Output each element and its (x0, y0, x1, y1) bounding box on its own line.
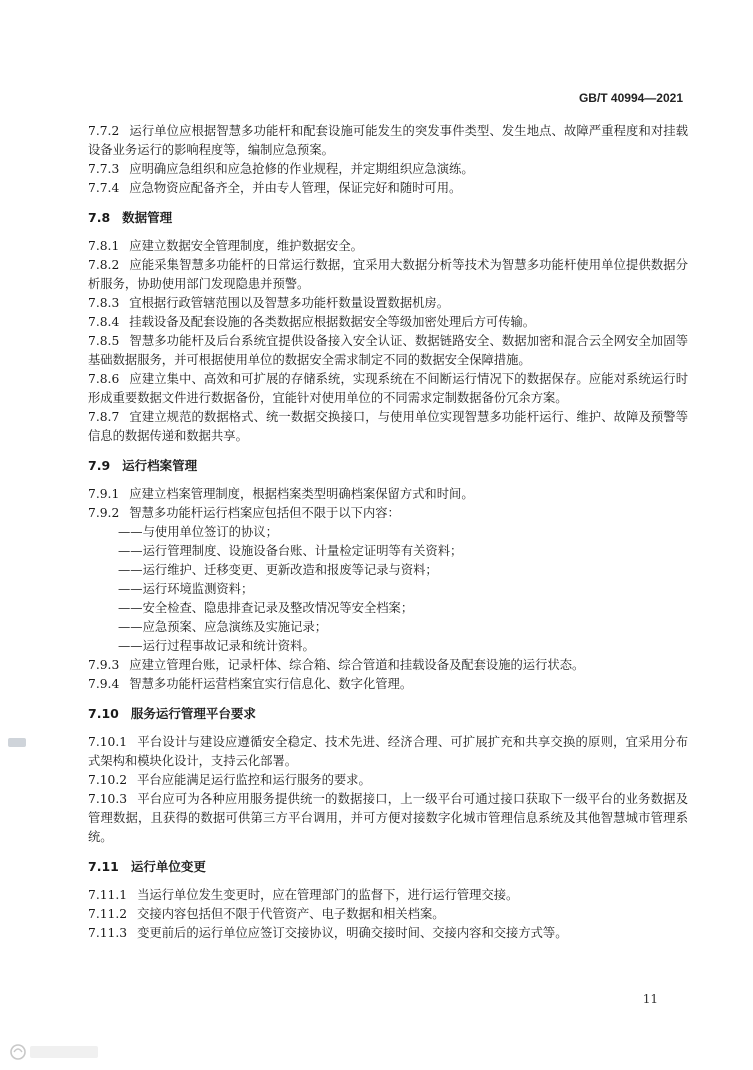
clause-number: 7.8.4 (88, 315, 120, 329)
clause-text: 应建立档案管理制度，根据档案类型明确档案保留方式和时间。 (129, 487, 474, 501)
clause-text: 宜根据行政管辖范围以及智慧多功能杆数量设置数据机房。 (129, 296, 450, 310)
clause-text: 智慧多功能杆运行档案应包括但不限于以下内容： (129, 506, 400, 520)
clause-text: 宜建立规范的数据格式、统一数据交换接口，与使用单位实现智慧多功能杆运行、维护、故障及预警等信息的数据传递和数据共享。 (88, 410, 688, 443)
clause-text: 应明确应急组织和应急抢修的作业规程，并定期组织应急演练。 (129, 162, 474, 176)
clause-text: 应能采集智慧多功能杆的日常运行数据，宜采用大数据分析等技术为智慧多功能杆使用单位提供数据分析服务，协助使用部门发现隐患并预警。 (88, 258, 688, 291)
section-title: 数据管理 (122, 210, 173, 225)
section-title: 服务运行管理平台要求 (130, 706, 256, 721)
clause-text: 变更前后的运行单位应签订交接协议，明确交接时间、交接内容和交接方式等。 (137, 926, 568, 940)
clause-number: 7.11.3 (88, 926, 128, 940)
clause-text: 应建立数据安全管理制度，维护数据安全。 (129, 239, 363, 253)
standard-code: GB/T 40994—2021 (578, 91, 683, 105)
clause-number: 7.8.5 (88, 334, 120, 348)
clause-text: 当运行单位发生变更时，应在管理部门的监督下，进行运行管理交接。 (137, 888, 519, 902)
clause-number: 7.10.2 (88, 773, 128, 787)
list-item: ——运行管理制度、设施设备台账、计量检定证明等有关资料； (118, 544, 463, 558)
clause-number: 7.7.3 (88, 162, 120, 176)
section-number: 7.11 (88, 859, 119, 874)
section-number: 7.8 (88, 210, 111, 225)
clause-paragraph (88, 886, 688, 905)
clause-number: 7.10.3 (88, 792, 128, 806)
clause-paragraph (88, 160, 688, 179)
clause-number: 7.9.2 (88, 506, 120, 520)
section-heading (88, 857, 688, 876)
clause-paragraph (88, 485, 688, 504)
clause-number: 7.11.1 (88, 888, 128, 902)
clause-paragraph (88, 924, 688, 943)
list-item: ——运行环境监测资料； (118, 582, 254, 596)
clause-text: 应建立集中、高效和可扩展的存储系统，实现系统在不间断运行情况下的数据保存。应能对系统运行时形成重要数据文件进行数据备份，宜能针对使用单位的不同需求定制数据备份冗余方案。 (88, 372, 688, 405)
clause-paragraph (88, 771, 688, 790)
clause-paragraph (88, 294, 688, 313)
list-item: ——与使用单位签订的协议； (118, 525, 278, 539)
clause-paragraph (88, 504, 688, 523)
clause-number: 7.7.2 (88, 124, 120, 138)
clause-paragraph (88, 656, 688, 675)
clause-number: 7.8.7 (88, 410, 120, 424)
section-title: 运行单位变更 (130, 859, 206, 874)
list-item: ——应急预案、应急演练及实施记录； (118, 620, 328, 634)
clause-paragraph (88, 733, 688, 771)
section-heading (88, 208, 688, 227)
clause-paragraph (88, 905, 688, 924)
section-title: 运行档案管理 (122, 458, 198, 473)
clause-number: 7.10.1 (88, 735, 128, 749)
clause-number: 7.8.1 (88, 239, 120, 253)
clause-paragraph (88, 790, 688, 847)
page-number: 11 (642, 992, 658, 1006)
clause-text: 智慧多功能杆及后台系统宜提供设备接入安全认证、数据链路安全、数据加密和混合云全网安全加固等基础数据服务，并可根据使用单位的数据安全需求制定不同的数据安全保障措施。 (88, 334, 688, 367)
clause-number: 7.9.1 (88, 487, 120, 501)
section-number: 7.9 (88, 458, 111, 473)
clause-text: 交接内容包括但不限于代管资产、电子数据和相关档案。 (137, 907, 445, 921)
clause-paragraph (88, 675, 688, 694)
clause-paragraph (88, 237, 688, 256)
section-number: 7.10 (88, 706, 119, 721)
clause-number: 7.8.6 (88, 372, 120, 386)
side-marker (8, 738, 26, 747)
clause-paragraph (88, 179, 688, 198)
list-item: ——运行维护、迁移变更、更新改造和报废等记录与资料； (118, 563, 438, 577)
clause-paragraph (88, 408, 688, 446)
list-item: ——安全检查、隐患排查记录及整改情况等安全档案； (118, 601, 414, 615)
clause-paragraph (88, 122, 688, 160)
clause-text: 智慧多功能杆运营档案宜实行信息化、数字化管理。 (129, 677, 413, 691)
clause-paragraph (88, 370, 688, 408)
clause-number: 7.8.2 (88, 258, 120, 272)
clause-paragraph (88, 313, 688, 332)
clause-paragraph (88, 256, 688, 294)
watermark-logo (8, 1040, 103, 1064)
clause-text: 平台应可为各种应用服务提供统一的数据接口，上一级平台可通过接口获取下一级平台的业务数据及管理数据，且获得的数据可供第三方平台调用，并可方便对接数字化城市管理信息系统及其他智慧城市管理系统。 (88, 792, 688, 844)
document-body (88, 122, 688, 943)
clause-number: 7.7.4 (88, 181, 120, 195)
list-item: ——运行过程事故记录和统计资料。 (118, 639, 315, 653)
clause-number: 7.8.3 (88, 296, 120, 310)
clause-number: 7.11.2 (88, 907, 128, 921)
clause-text: 运行单位应根据智慧多功能杆和配套设施可能发生的突发事件类型、发生地点、故障严重程度和对挂载设备业务运行的影响程度等，编制应急预案。 (88, 124, 688, 157)
clause-text: 应建立管理台账，记录杆体、综合箱、综合管道和挂载设备及配套设施的运行状态。 (129, 658, 585, 672)
clause-text: 挂载设备及配套设施的各类数据应根据数据安全等级加密处理后方可传输。 (129, 315, 536, 329)
clause-text: 应急物资应配备齐全，并由专人管理，保证完好和随时可用。 (129, 181, 462, 195)
section-heading (88, 456, 688, 475)
section-heading (88, 704, 688, 723)
clause-number: 7.9.4 (88, 677, 120, 691)
clause-paragraph (88, 332, 688, 370)
clause-text: 平台应能满足运行监控和运行服务的要求。 (137, 773, 371, 787)
clause-text: 平台设计与建设应遵循安全稳定、技术先进、经济合理、可扩展扩充和共享交换的原则，宜采用分布式架构和模块化设计，支持云化部署。 (88, 735, 688, 768)
clause-number: 7.9.3 (88, 658, 120, 672)
